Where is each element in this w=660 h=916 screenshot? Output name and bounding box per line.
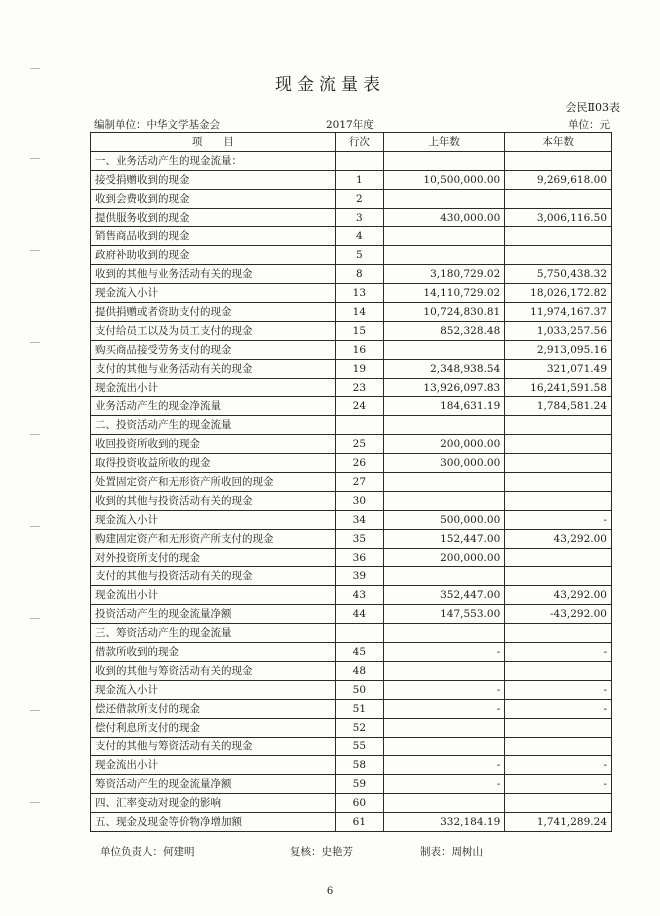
table-row (91, 756, 612, 775)
row-current-year-value: - (505, 699, 612, 718)
reviewer-signature: 复核：史艳芳 (290, 846, 353, 858)
table-row (91, 170, 612, 189)
row-current-year-value: - (505, 775, 612, 794)
table-row (91, 718, 612, 737)
row-current-year-value: 11,974,167.37 (505, 303, 612, 322)
header-prior-year: 上年数 (383, 133, 504, 152)
row-line-number: 15 (335, 321, 383, 340)
row-item-label: 五、现金及现金等价物净增加额 (91, 813, 336, 832)
table-row (91, 189, 612, 208)
row-current-year-value (505, 473, 612, 492)
row-current-year-value (505, 718, 612, 737)
row-item-label: 支付给员工以及为员工支付的现金 (91, 321, 336, 340)
table-header-row (91, 133, 612, 152)
row-current-year-value: 43,292.00 (505, 586, 612, 605)
binding-mark (30, 802, 40, 803)
row-prior-year-value: 430,000.00 (383, 208, 504, 227)
row-line-number: 1 (335, 170, 383, 189)
header-item: 项 目 (91, 133, 336, 152)
header-line-number: 行次 (335, 133, 383, 152)
row-line-number: 3 (335, 208, 383, 227)
row-line-number (335, 416, 383, 435)
table-row (91, 359, 612, 378)
row-line-number: 43 (335, 586, 383, 605)
row-line-number: 23 (335, 378, 383, 397)
row-item-label: 收到的其他与投资活动有关的现金 (91, 491, 336, 510)
row-item-label: 取得投资收益所收的现金 (91, 454, 336, 473)
table-row (91, 246, 612, 265)
row-current-year-value: 1,741,289.24 (505, 813, 612, 832)
row-prior-year-value (383, 491, 504, 510)
row-prior-year-value (383, 416, 504, 435)
row-current-year-value (505, 435, 612, 454)
row-item-label: 现金流出小计 (91, 586, 336, 605)
row-line-number: 14 (335, 303, 383, 322)
row-prior-year-value (383, 189, 504, 208)
row-item-label: 销售商品收到的现金 (91, 227, 336, 246)
row-prior-year-value: - (383, 699, 504, 718)
table-row (91, 529, 612, 548)
row-line-number: 2 (335, 189, 383, 208)
row-current-year-value: 16,241,591.58 (505, 378, 612, 397)
row-current-year-value: 2,913,095.16 (505, 340, 612, 359)
row-prior-year-value (383, 567, 504, 586)
row-item-label: 对外投资所支付的现金 (91, 548, 336, 567)
row-item-label: 投资活动产生的现金流量净额 (91, 605, 336, 624)
row-line-number: 4 (335, 227, 383, 246)
row-line-number (335, 624, 383, 643)
binding-mark (30, 618, 40, 619)
row-line-number: 13 (335, 284, 383, 303)
row-current-year-value (505, 454, 612, 473)
row-line-number (335, 151, 383, 170)
table-row (91, 397, 612, 416)
row-item-label: 一、业务活动产生的现金流量： (91, 151, 336, 170)
row-line-number: 39 (335, 567, 383, 586)
row-prior-year-value: - (383, 756, 504, 775)
row-prior-year-value: 3,180,729.02 (383, 265, 504, 284)
row-line-number: 26 (335, 454, 383, 473)
table-row (91, 227, 612, 246)
row-prior-year-value: 10,724,830.81 (383, 303, 504, 322)
row-current-year-value: - (505, 756, 612, 775)
page-number: 6 (326, 886, 334, 897)
row-item-label: 四、汇率变动对现金的影响 (91, 794, 336, 813)
row-item-label: 提供服务收到的现金 (91, 208, 336, 227)
row-prior-year-value (383, 151, 504, 170)
table-row (91, 624, 612, 643)
row-prior-year-value: 300,000.00 (383, 454, 504, 473)
row-item-label: 收回投资所收到的现金 (91, 435, 336, 454)
row-prior-year-value: 13,926,097.83 (383, 378, 504, 397)
row-prior-year-value: 10,500,000.00 (383, 170, 504, 189)
binding-mark (30, 526, 40, 527)
row-line-number: 59 (335, 775, 383, 794)
table-row (91, 813, 612, 832)
row-item-label: 现金流出小计 (91, 378, 336, 397)
header-current-year: 本年数 (505, 133, 612, 152)
row-current-year-value (505, 246, 612, 265)
unit-label: 单位：元 (568, 119, 610, 131)
row-prior-year-value: 2,348,938.54 (383, 359, 504, 378)
row-item-label: 借款所收到的现金 (91, 643, 336, 662)
row-line-number: 61 (335, 813, 383, 832)
row-item-label: 处置固定资产和无形资产所收回的现金 (91, 473, 336, 492)
row-current-year-value (505, 661, 612, 680)
row-item-label: 偿还借款所支付的现金 (91, 699, 336, 718)
row-line-number: 27 (335, 473, 383, 492)
row-line-number: 36 (335, 548, 383, 567)
row-prior-year-value (383, 473, 504, 492)
binding-mark (30, 710, 40, 711)
table-body (91, 151, 612, 831)
row-line-number: 48 (335, 661, 383, 680)
row-current-year-value: 18,026,172.82 (505, 284, 612, 303)
row-prior-year-value: 352,447.00 (383, 586, 504, 605)
row-item-label: 现金流入小计 (91, 680, 336, 699)
row-prior-year-value (383, 624, 504, 643)
row-line-number: 8 (335, 265, 383, 284)
organization-label: 编制单位：中华文学基金会 (94, 119, 220, 131)
row-current-year-value (505, 491, 612, 510)
row-line-number: 44 (335, 605, 383, 624)
row-prior-year-value (383, 794, 504, 813)
row-current-year-value (505, 416, 612, 435)
row-item-label: 偿付利息所支付的现金 (91, 718, 336, 737)
row-prior-year-value: 332,184.19 (383, 813, 504, 832)
row-current-year-value: - (505, 510, 612, 529)
row-item-label: 现金流出小计 (91, 756, 336, 775)
row-item-label: 购建固定资产和无形资产所支付的现金 (91, 529, 336, 548)
table-row (91, 680, 612, 699)
binding-mark (30, 434, 40, 435)
table-row (91, 605, 612, 624)
row-line-number: 5 (335, 246, 383, 265)
row-current-year-value (505, 151, 612, 170)
table-row (91, 454, 612, 473)
table-row (91, 491, 612, 510)
binding-mark (30, 158, 40, 159)
row-line-number: 19 (335, 359, 383, 378)
meta-row (90, 117, 612, 131)
row-current-year-value: 1,784,581.24 (505, 397, 612, 416)
row-prior-year-value: 14,110,729.02 (383, 284, 504, 303)
row-prior-year-value: 152,447.00 (383, 529, 504, 548)
table-row (91, 378, 612, 397)
binding-mark (30, 342, 40, 343)
row-line-number: 52 (335, 718, 383, 737)
row-prior-year-value (383, 246, 504, 265)
table-row (91, 321, 612, 340)
table-row (91, 151, 612, 170)
table-row (91, 435, 612, 454)
row-item-label: 收到会费收到的现金 (91, 189, 336, 208)
row-line-number: 30 (335, 491, 383, 510)
row-item-label: 筹资活动产生的现金流量净额 (91, 775, 336, 794)
row-current-year-value: 321,071.49 (505, 359, 612, 378)
row-line-number: 58 (335, 756, 383, 775)
row-item-label: 提供捐赠或者资助支付的现金 (91, 303, 336, 322)
row-current-year-value: 3,006,116.50 (505, 208, 612, 227)
row-prior-year-value: 852,328.48 (383, 321, 504, 340)
table-row (91, 548, 612, 567)
row-prior-year-value (383, 227, 504, 246)
row-current-year-value: -43,292.00 (505, 605, 612, 624)
table-row (91, 473, 612, 492)
preparer-signature: 制表：周树山 (420, 846, 483, 858)
row-item-label: 接受捐赠收到的现金 (91, 170, 336, 189)
table-row (91, 661, 612, 680)
table-row (91, 794, 612, 813)
row-current-year-value (505, 737, 612, 756)
cash-flow-table (90, 132, 612, 832)
row-item-label: 三、筹资活动产生的现金流量 (91, 624, 336, 643)
table-row (91, 303, 612, 322)
row-prior-year-value (383, 737, 504, 756)
year-label: 2017年度 (326, 119, 374, 131)
row-prior-year-value: - (383, 643, 504, 662)
row-current-year-value (505, 624, 612, 643)
row-current-year-value: 43,292.00 (505, 529, 612, 548)
table-row (91, 208, 612, 227)
row-line-number: 24 (335, 397, 383, 416)
row-current-year-value: - (505, 680, 612, 699)
row-prior-year-value (383, 340, 504, 359)
row-item-label: 收到的其他与业务活动有关的现金 (91, 265, 336, 284)
row-current-year-value (505, 794, 612, 813)
row-prior-year-value: - (383, 680, 504, 699)
row-item-label: 现金流入小计 (91, 284, 336, 303)
row-item-label: 购买商品接受劳务支付的现金 (91, 340, 336, 359)
table-row (91, 737, 612, 756)
row-line-number: 60 (335, 794, 383, 813)
row-item-label: 支付的其他与投资活动有关的现金 (91, 567, 336, 586)
row-item-label: 业务活动产生的现金净流量 (91, 397, 336, 416)
row-prior-year-value: 184,631.19 (383, 397, 504, 416)
table-row (91, 284, 612, 303)
row-current-year-value (505, 227, 612, 246)
row-prior-year-value: 500,000.00 (383, 510, 504, 529)
row-prior-year-value: 147,553.00 (383, 605, 504, 624)
row-current-year-value (505, 189, 612, 208)
row-line-number: 45 (335, 643, 383, 662)
row-line-number: 16 (335, 340, 383, 359)
table-row (91, 510, 612, 529)
document-title: 现金流量表 (275, 75, 385, 95)
row-current-year-value: 9,269,618.00 (505, 170, 612, 189)
row-line-number: 51 (335, 699, 383, 718)
binding-mark (30, 68, 40, 69)
form-code: 会民Ⅱ03表 (565, 101, 620, 114)
table-row (91, 699, 612, 718)
table-row (91, 265, 612, 284)
row-current-year-value (505, 567, 612, 586)
table-row (91, 586, 612, 605)
row-item-label: 支付的其他与筹资活动有关的现金 (91, 737, 336, 756)
head-signature: 单位负责人：何建明 (100, 846, 195, 858)
row-line-number: 35 (335, 529, 383, 548)
row-item-label: 收到的其他与筹资活动有关的现金 (91, 661, 336, 680)
row-prior-year-value (383, 661, 504, 680)
table-row (91, 416, 612, 435)
row-line-number: 25 (335, 435, 383, 454)
row-prior-year-value (383, 718, 504, 737)
row-line-number: 34 (335, 510, 383, 529)
row-item-label: 政府补助收到的现金 (91, 246, 336, 265)
row-current-year-value: 5,750,438.32 (505, 265, 612, 284)
table-row (91, 340, 612, 359)
signature-row (0, 844, 660, 860)
row-item-label: 支付的其他与业务活动有关的现金 (91, 359, 336, 378)
row-line-number: 50 (335, 680, 383, 699)
table-row (91, 567, 612, 586)
row-prior-year-value: - (383, 775, 504, 794)
table-row (91, 643, 612, 662)
row-prior-year-value: 200,000.00 (383, 548, 504, 567)
row-current-year-value: - (505, 643, 612, 662)
row-item-label: 二、投资活动产生的现金流量 (91, 416, 336, 435)
row-prior-year-value: 200,000.00 (383, 435, 504, 454)
row-line-number: 55 (335, 737, 383, 756)
row-current-year-value (505, 548, 612, 567)
row-current-year-value: 1,033,257.56 (505, 321, 612, 340)
table-row (91, 775, 612, 794)
row-item-label: 现金流入小计 (91, 510, 336, 529)
binding-mark (30, 250, 40, 251)
